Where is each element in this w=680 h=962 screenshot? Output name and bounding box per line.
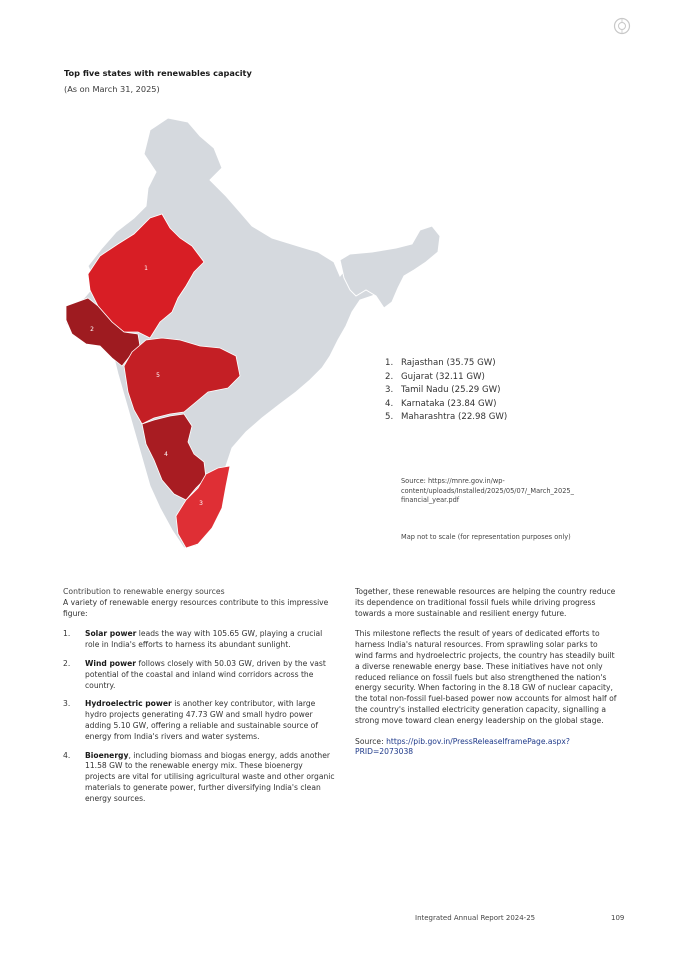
left-column: [63, 587, 335, 813]
state-legend: [385, 357, 507, 425]
right-column: [355, 587, 617, 758]
legend-item: 4. Karnataka (23.84 GW): [385, 398, 497, 409]
legend-item: 2. Gujarat (32.11 GW): [385, 371, 485, 382]
map-label-gujarat: 2: [90, 326, 94, 333]
page-number: 109: [611, 914, 625, 922]
map-title: Top five states with renewables capacity: [64, 68, 252, 78]
energy-sources-list: [63, 629, 335, 804]
list-item: 1. Solar power leads the way with 105.65 GW, playing a crucial role in India's efforts to harness its abundant sunlight.: [63, 629, 323, 650]
paragraph: This milestone reflects the result of years of dedicated efforts to harness India's natural resources. From sprawling solar parks to wind farms and hydroelectric projects, the country has steadily built a diverse renewable energy base. These initiatives have not only reduced reliance on fossil fuels but also strengthened the nation's energy security. When factoring in the 8.18 GW of nuclear capacity, the total non-fossil fuel-based power now accounts for almost half of the country's installed electricity generation capacity, signalling a strong move toward clean energy leadership on the global stage.: [355, 629, 617, 725]
map-label-maharashtra: 5: [156, 372, 160, 379]
corner-logo: [613, 17, 631, 35]
map-disclaimer: Map not to scale (for representation purposes only): [401, 533, 571, 541]
intro-text: A variety of renewable energy resources contribute to this impressive figure:: [63, 597, 329, 618]
list-item: 4. Bioenergy, including biomass and biogas energy, adds another 11.58 GW to the renewable energy mix. These bioenergy projects are vital for utilising agricultural waste and other organic materials to generate power, further diversifying India's clean energy sources.: [63, 750, 335, 803]
source-link[interactable]: https://pib.gov.in/PressReleaseIframePage.aspx?PRID=2073038: [355, 736, 570, 757]
legend-item: 5. Maharashtra (22.98 GW): [385, 412, 508, 423]
map-label-rajasthan: 1: [144, 265, 148, 272]
legend-item: 1. Rajasthan (35.75 GW): [385, 358, 496, 368]
source-line: Source: https://pib.gov.in/PressReleaseIframePage.aspx?PRID=2073038: [355, 736, 570, 757]
india-northeast: [340, 226, 440, 308]
report-footer: Integrated Annual Report 2024-25: [415, 914, 536, 922]
paragraph: Together, these renewable resources are helping the country reduce its dependence on traditional fossil fuels while driving progress towards a more sustainable and resilient energy future.: [355, 587, 616, 618]
list-item: 3. Hydroelectric power is another key contributor, with large hydro projects generating 47.73 GW and small hydro power adding 5.10 GW, offering a reliable and sustainable source of energy from India's rivers and water systems.: [63, 699, 319, 741]
map-label-karnataka: 4: [164, 451, 168, 458]
map-source: Source: https://mnre.gov.in/wp-content/uploads/Installed/2025/05/07/_March_2025_ financial_year.pdf: [401, 477, 574, 505]
list-item: 2. Wind power follows closely with 50.03 GW, driven by the vast potential of the coastal and inland wind corridors across the country.: [63, 658, 326, 690]
legend-item: 3. Tamil Nadu (25.29 GW): [385, 385, 501, 396]
section-heading: Contribution to renewable energy sources: [63, 587, 225, 596]
map-label-tamil-nadu: 3: [199, 500, 203, 507]
map-subtitle: (As on March 31, 2025): [64, 84, 160, 94]
india-map: [55, 110, 455, 555]
